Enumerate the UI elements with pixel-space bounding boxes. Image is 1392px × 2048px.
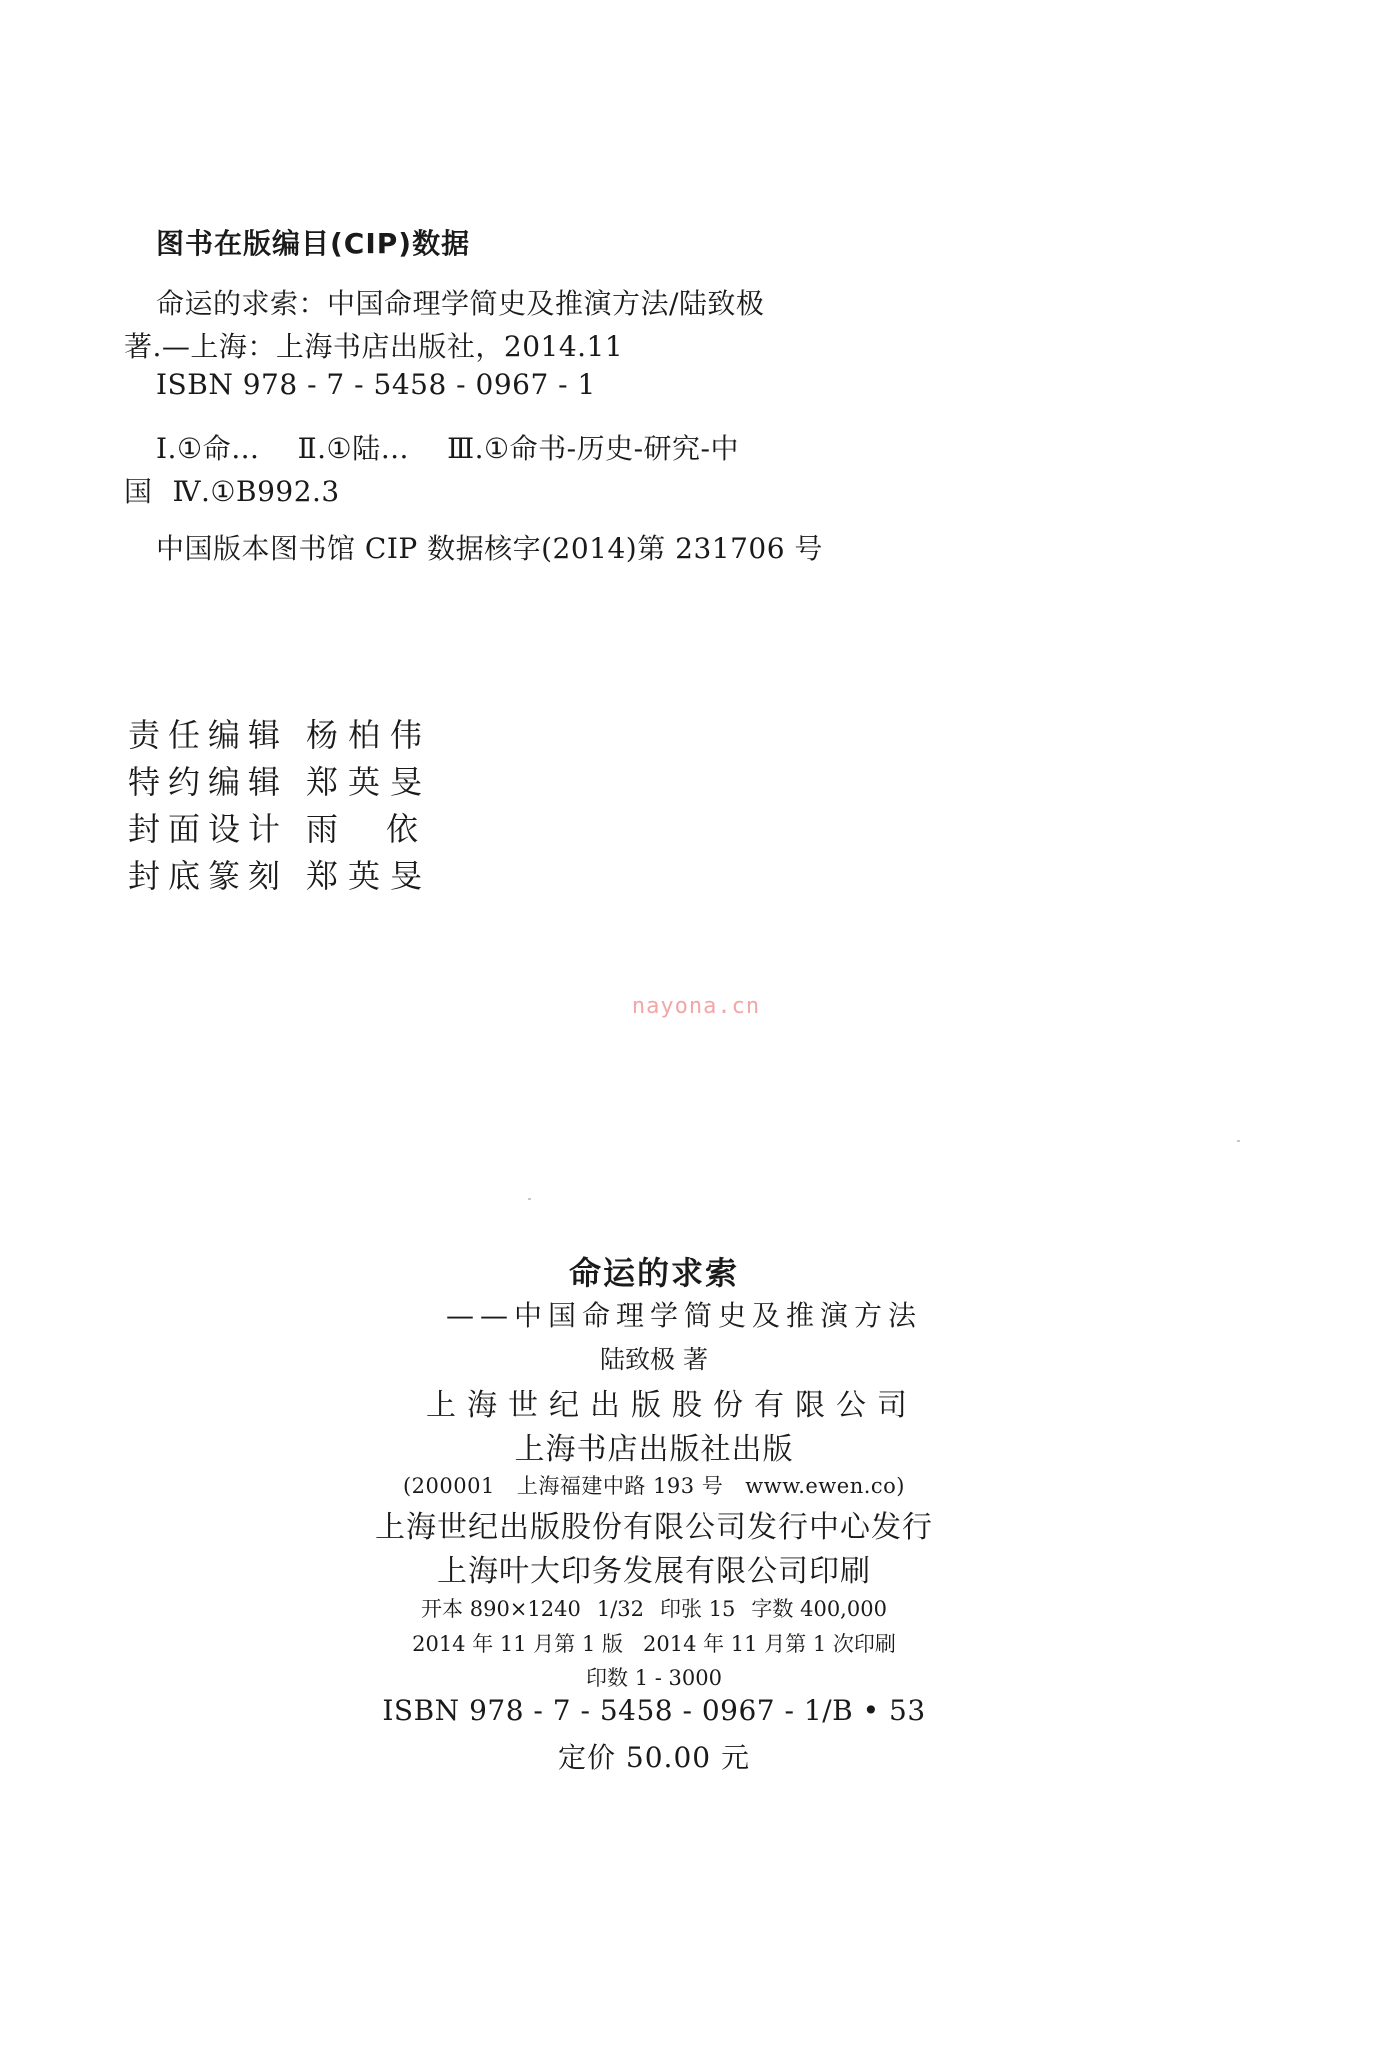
colophon-publisher: 上海书店出版社出版 — [514, 1432, 794, 1467]
spec-format: 开本 890×1240 — [421, 1597, 581, 1621]
colophon-title: 命运的求索 — [568, 1254, 739, 1292]
credit-name: 郑英旻 — [306, 763, 433, 801]
colophon-address — [0, 1470, 1308, 1500]
credit-role: 特约编辑 — [128, 763, 289, 801]
address-street: 上海福建中路 193 号 — [516, 1474, 724, 1498]
cip-class-2: Ⅱ.①陆… — [297, 432, 410, 465]
credit-name: 郑英旻 — [306, 857, 433, 895]
colophon-subtitle: ——中国命理学简史及推演方法 — [445, 1299, 922, 1332]
cip-class-1: Ⅰ.①命… — [156, 432, 260, 465]
edition-printing: 2014 年 11 月第 1 次印刷 — [643, 1632, 896, 1656]
colophon-price: 定价 50.00 元 — [558, 1741, 750, 1774]
colophon-printer: 上海叶大印务发展有限公司印刷 — [437, 1554, 871, 1589]
cip-classification-cont — [124, 470, 360, 510]
colophon-author: 陆致极 著 — [600, 1345, 708, 1374]
cip-class-cont-1: 国 — [124, 475, 153, 508]
watermark: nayona.cn — [631, 994, 761, 1019]
credit-role: 封底篆刻 — [128, 857, 289, 895]
colophon-company: 上海世纪出版股份有限公司 — [426, 1388, 918, 1423]
scan-speck — [528, 1198, 531, 1200]
address-website: www.ewen.co) — [745, 1474, 906, 1498]
spec-sheets: 印张 15 — [660, 1597, 736, 1621]
colophon-isbn: ISBN 978 - 7 - 5458 - 0967 - 1/B • 53 — [382, 1694, 926, 1727]
colophon-edition — [0, 1628, 1308, 1658]
edition-first: 2014 年 11 月第 1 版 — [412, 1632, 623, 1656]
cip-line-2: 著.—上海：上海书店出版社，2014.11 — [124, 330, 624, 363]
cip-isbn: ISBN 978 - 7 - 5458 - 0967 - 1 — [156, 368, 596, 401]
cip-title: 图书在版编目(CIP)数据 — [156, 227, 471, 260]
scan-speck — [1237, 1140, 1240, 1142]
cip-class-cont-2: Ⅳ.①B992.3 — [172, 475, 340, 508]
credit-role: 责任编辑 — [128, 716, 289, 754]
credit-name: 杨柏伟 — [306, 716, 433, 754]
colophon-print-run: 印数 1 - 3000 — [586, 1666, 722, 1690]
colophon-specs — [0, 1593, 1308, 1623]
credit-role: 封面设计 — [128, 810, 289, 848]
address-postcode: (200001 — [402, 1474, 495, 1498]
cip-class-3: Ⅲ.①命书-历史-研究-中 — [447, 432, 740, 465]
cip-line-1: 命运的求索：中国命理学简史及推演方法/陆致极 — [156, 287, 765, 320]
spec-wordcount: 字数 400,000 — [751, 1597, 887, 1621]
cip-classification — [156, 427, 777, 467]
cip-verification: 中国版本图书馆 CIP 数据核字(2014)第 231706 号 — [156, 532, 823, 565]
spec-fold: 1/32 — [596, 1597, 645, 1621]
colophon-distributor: 上海世纪出版股份有限公司发行中心发行 — [375, 1510, 933, 1545]
credit-name: 雨依 — [306, 810, 467, 848]
